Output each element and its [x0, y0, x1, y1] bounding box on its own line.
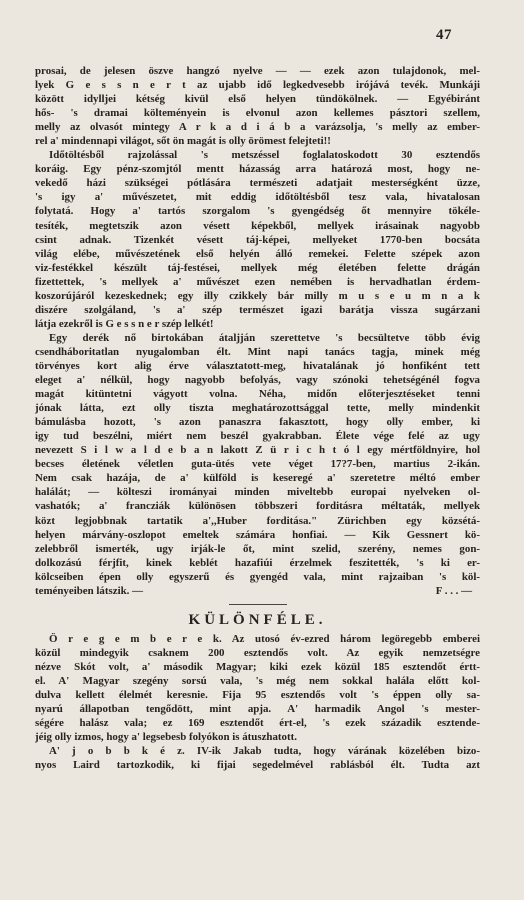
text-line: Időtöltésből rajzolással 's metszéssel foglalatoskodott 30 esztendős [49, 149, 480, 162]
text-line: diszére szolgáland, 's a' szép természet igazi barátja vissza sugárzani [35, 303, 480, 316]
author-signature: F . . . — [435, 584, 472, 597]
text-line: csint adnak. Tizenkét vésett táj-képei, mellyeket 1770-ben bocsáta [35, 233, 480, 246]
text-line: viz-festékkel készült táj-festései, mellyek még életében felette drágán [35, 261, 480, 274]
text-line: helyen márvány-oszlopot emeltek számára honfiai. — Kik Gessnert kö- [35, 528, 480, 541]
section-divider [229, 604, 287, 605]
text-line: tesíték, megtetszik azon vésett képekből, mellyek irásainak nagyobb [35, 219, 480, 232]
text-line: becses életének véletlen guta-ütés vete véget 17?7-ben, martius 2-ikán. [35, 458, 480, 471]
text-line: között idylljei kétség kivül első helyen tündökölnek. — Egyébiránt [35, 93, 480, 106]
text-line: törvényes kort alig érve választatott-meg, hivatalának jó honfiként tett [35, 359, 480, 372]
text-line: jéig olly izmos, hogy a' legsebesb folyókon is átuszhatott. [35, 731, 297, 744]
page-number: 47 [436, 27, 452, 43]
text-line: rel a' mindennapi világot, sőt ön magát is olly örömest felejteti!! [35, 135, 331, 148]
text-line: Nem csak hazája, de a' külföld is keseregé a' szeretetre méltó ember [35, 472, 480, 485]
text-line: nevezett S i l w a l d e b a n lakott Z ü r i c h t ó l egy mértföldnyire, hol [35, 444, 480, 457]
text-line: koszorújáról kezeskednek; egy illy czikkely bár milly m u s e u m n a k [35, 289, 480, 302]
text-line: teményeiben látszik. — [35, 584, 143, 597]
text-line: kölcseiben épen olly egyszerű és gyengéd vala, mint rajzaiban 's köl- [35, 570, 480, 583]
text-line: koráig. Egy pénz-szomjtól mentt házasság arra határozá most, hogy ne- [35, 163, 480, 176]
text-line: nyos Laird tartozkodik, ki fijai segedelmével rablásból élt. Tudta azt [35, 759, 480, 772]
section-paragraph-2 [35, 744, 480, 772]
text-line: csendháboritatlan nyugalomban élt. Mint napi tanács tagja, minek még [35, 345, 480, 358]
closing-line [35, 584, 480, 598]
text-line: A' j o b b k é z. IV-ik Jakab tudta, hogy várának közelében bizo- [49, 745, 480, 758]
text-line: látja ezekről is G e s s n e r szép lelkét! [35, 317, 214, 330]
section-paragraph-1 [35, 632, 480, 744]
text-line: vashatók; a' francziák különösen többszeri forditásra méltaták, mellyek [35, 500, 480, 513]
paragraph-2 [35, 148, 480, 331]
text-line: prosai, de jelesen öszve hangzó nyelve — — ezek azon tulajdonok, mel- [35, 65, 480, 77]
text-line: 's igy a' művészetet, mit eddig időtöltésből tesz vala, hivatalosan [35, 191, 480, 204]
text-line: halálát; — költeszi irományai minden miveltebb europai nyelveken ol- [35, 486, 480, 499]
text-line: fizettettek, 's mellyek a' művészet ezen nemében is hervadhatlan érdem- [35, 275, 480, 288]
text-line: ségére halász vala; ez 169 esztendőt ért-el, 's ezek századik esztende- [35, 717, 480, 730]
paragraph-1 [35, 64, 480, 148]
text-line: bámulásba hozott, 's azon panaszra fakasztott, hogy olly ember, ki [35, 416, 480, 429]
text-line: dolkozású férjfit, kinek keblét hazafiúi érzelmek feszitették, 's ki er- [35, 556, 480, 569]
text-line: dulva kellett élelmét keresnie. Fija 95 esztendős volt 's éppen olly sa- [35, 688, 480, 701]
page-body [35, 64, 480, 772]
text-line: zelebbről ismerték, ugy irják-le őt, mint szelid, szerény, nemes gon- [35, 542, 480, 555]
text-line: folytatá. Hogy a' tartós szorgalom 's gyengédség őt mennyire tökéle- [35, 205, 480, 218]
text-line: magát kitüntetni vágyott volna. Néha, midőn előterjesztéseket tenni [35, 388, 480, 401]
text-line: nézve Skót volt, a' második Magyar; kiki ezek közül 185 esztendőt értt- [35, 660, 480, 673]
text-line: hős- 's dramai költeményein is elvonul azon kellemes pásztori szellem, [35, 107, 480, 120]
text-line: eleget a' nélkül, hogy nagyobb befolyás, vagy szónoki tehetségénél fogva [35, 374, 480, 387]
paragraph-3 [35, 331, 480, 598]
text-line: Ö r e g e m b e r e k. Az utosó év-ezred három legöregebb emberei [49, 632, 480, 645]
text-line: igy tud beszélni, miért nem beszél gyakrabban. Élete vége felé az ugy [35, 430, 480, 443]
text-line: közül mindegyik csaknem 200 esztendős volt. Az egyik nemzetségre [35, 646, 480, 659]
text-line: nyarú állapotban tengődött, mint apja. A' harmadik Angol 's mester- [35, 703, 480, 716]
text-line: közt legjobbnak tartatik a',,Huber forditása." Zürichben egy közsétá- [35, 514, 480, 527]
text-line: melly az olvasót mintegy A r k a d i á b a varázsolja, 's melly az ember- [35, 121, 480, 134]
text-line: lyek G e s s n e r t az ujabb idő legkedvesebb irójává tevék. Munkáji [35, 79, 480, 92]
section-heading: KÜLÖNFÉLE. [188, 611, 327, 628]
text-line: világ elébe, művészetének első helyén álló remekei. Felette szépek azon [35, 247, 480, 260]
text-line: el. A' Magyar szegény sorsú vala, 's még nem sokkal halála előtt kol- [35, 674, 480, 687]
text-line: Egy derék nő birtokában átaljján szerettetve 's becsültetve több évig [49, 331, 480, 344]
text-line: jónak látta, ezt olly tiszta meghatározottsággal tette, melly mindenkit [35, 402, 480, 415]
text-line: vekedő házi szükségei pótlására természeti adatjait mesterségként üzze, [35, 177, 480, 190]
